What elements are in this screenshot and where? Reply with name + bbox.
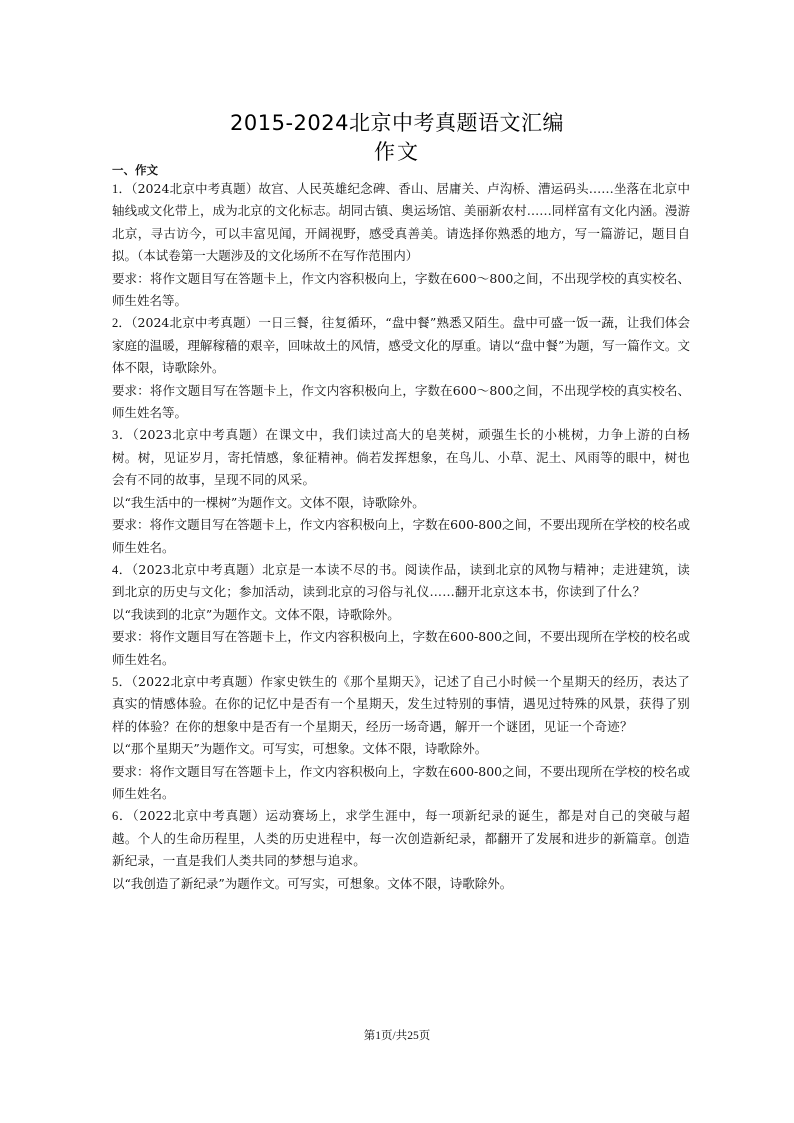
question-body: 在课文中，我们读过高大的皂荚树，顽强生长的小桃树，力争上游的白杨树。树，见证岁月，寄托情感，象征精神。倘若发挥想象，在鸟儿、小草、泥土、风雨等的眼中，树也会有不同的故事，呈现不同的风采。 bbox=[112, 427, 691, 488]
question-1 bbox=[112, 178, 690, 312]
question-source: （2024北京中考真题） bbox=[131, 315, 259, 331]
question-number: 5． bbox=[112, 674, 132, 689]
question-body: 故宫、人民英雄纪念碑、香山、居庸关、卢沟桥、漕运码头……坐落在北京中轴线或文化带上，成为北京的文化标志。胡同古镇、奥运场馆、美丽新农村……同样富有文化内涵。漫游北京，寻古访今，可以丰富见闻，开阔视野，感受真善美。请选择你熟悉的地方，写一篇游记，题目自拟。（本试卷第一大题涉及的文化场所不在写作范围内） bbox=[112, 181, 690, 264]
question-prompt: 以“那个星期天”为题作文。可写实，可想象。文体不限，诗歌除外。 bbox=[112, 741, 488, 757]
question-number: 6． bbox=[112, 809, 133, 824]
question-requirement: 要求：将作文题目写在答题卡上，作文内容积极向上，字数在600～800之间，不出现学校的真实校名、师生姓名等。 bbox=[112, 270, 690, 309]
question-prompt: 以“我生活中的一棵树”为题作文。文体不限，诗歌除外。 bbox=[112, 494, 425, 510]
question-requirement: 要求：将作文题目写在答题卡上，作文内容积极向上，字数在600～800之间，不出现学校的真实校名、师生姓名等。 bbox=[112, 382, 690, 421]
document-subtitle: 作文 bbox=[374, 140, 420, 164]
question-source: （2022北京中考真题） bbox=[132, 808, 266, 824]
question-source: （2023北京中考真题） bbox=[131, 561, 263, 577]
question-number: 2． bbox=[112, 316, 132, 331]
question-requirement: 要求：将作文题目写在答题卡上，作文内容积极向上，字数在600-800之间，不要出现所在学校的校名或师生姓名。 bbox=[112, 629, 690, 667]
question-number: 3． bbox=[112, 428, 133, 443]
page-number: 第1页/共25页 bbox=[363, 1030, 431, 1042]
document-title: 2015-2024北京中考真题语文汇编 bbox=[230, 111, 564, 135]
question-6-text bbox=[112, 805, 690, 872]
question-3 bbox=[112, 424, 690, 558]
question-number: 1． bbox=[112, 182, 132, 196]
question-body: 运动赛场上，求学生涯中，每一项新纪录的诞生，都是对自己的突破与超越。个人的生命历程里，人类的历史进程中，每一次创造新纪录，都翻开了发展和进步的新篇章。创造新纪录，一直是我们人类共同的梦想与追求。 bbox=[112, 808, 691, 869]
question-4-text bbox=[112, 559, 690, 604]
question-4 bbox=[112, 559, 690, 671]
question-body: 一日三餐，往复循环，“盘中餐”熟悉又陌生。盘中可盛一饭一蔬，让我们体会家庭的温暖，理解稼穑的艰辛，回味故土的风情，感受文化的厚重。请以“盘中餐”为题，写一篇作文。文体不限，诗歌除外。 bbox=[112, 315, 690, 376]
question-source: （2024北京中考真题） bbox=[131, 181, 259, 196]
question-source: （2023北京中考真题） bbox=[132, 427, 266, 443]
question-body: 作家史铁生的《那个星期天》，记述了自己小时候一个星期天的经历，表达了真实的情感体验。在你的记忆中是否有一个星期天，发生过特别的事情，遇见过特殊的风景，获得了别样的体验？在你的想象中是否有一个星期天，经历一场奇遇，解开一个谜团，见证一个奇迹？ bbox=[112, 673, 691, 734]
question-requirement: 要求：将作文题目写在答题卡上，作文内容积极向上，字数在600-800之间，不要出现所在学校的校名或师生姓名。 bbox=[112, 763, 690, 801]
question-2 bbox=[112, 312, 690, 424]
question-source: （2022北京中考真题） bbox=[131, 673, 261, 689]
question-3-text bbox=[112, 424, 690, 491]
question-requirement: 要求：将作文题目写在答题卡上，作文内容积极向上，字数在600-800之间，不要出现所在学校的校名或师生姓名。 bbox=[112, 517, 690, 555]
question-prompt: 以“我创造了新纪录”为题作文。可写实，可想象。文体不限，诗歌除外。 bbox=[112, 875, 513, 891]
section-heading: 一、作文 bbox=[112, 163, 158, 177]
question-prompt: 以“我读到的北京”为题作文。文体不限，诗歌除外。 bbox=[112, 606, 400, 622]
question-5-text bbox=[112, 671, 690, 738]
question-2-text bbox=[112, 312, 690, 379]
question-1-text bbox=[112, 178, 690, 268]
question-body: 北京是一本读不尽的书。阅读作品，读到北京的风物与精神；走进建筑，读到北京的历史与文化；参加活动，读到北京的习俗与礼仪……翻开北京这本书，你读到了什么？ bbox=[112, 561, 690, 600]
document-body bbox=[112, 163, 690, 895]
question-number: 4． bbox=[112, 562, 132, 577]
question-6 bbox=[112, 805, 690, 895]
question-5 bbox=[112, 671, 690, 805]
